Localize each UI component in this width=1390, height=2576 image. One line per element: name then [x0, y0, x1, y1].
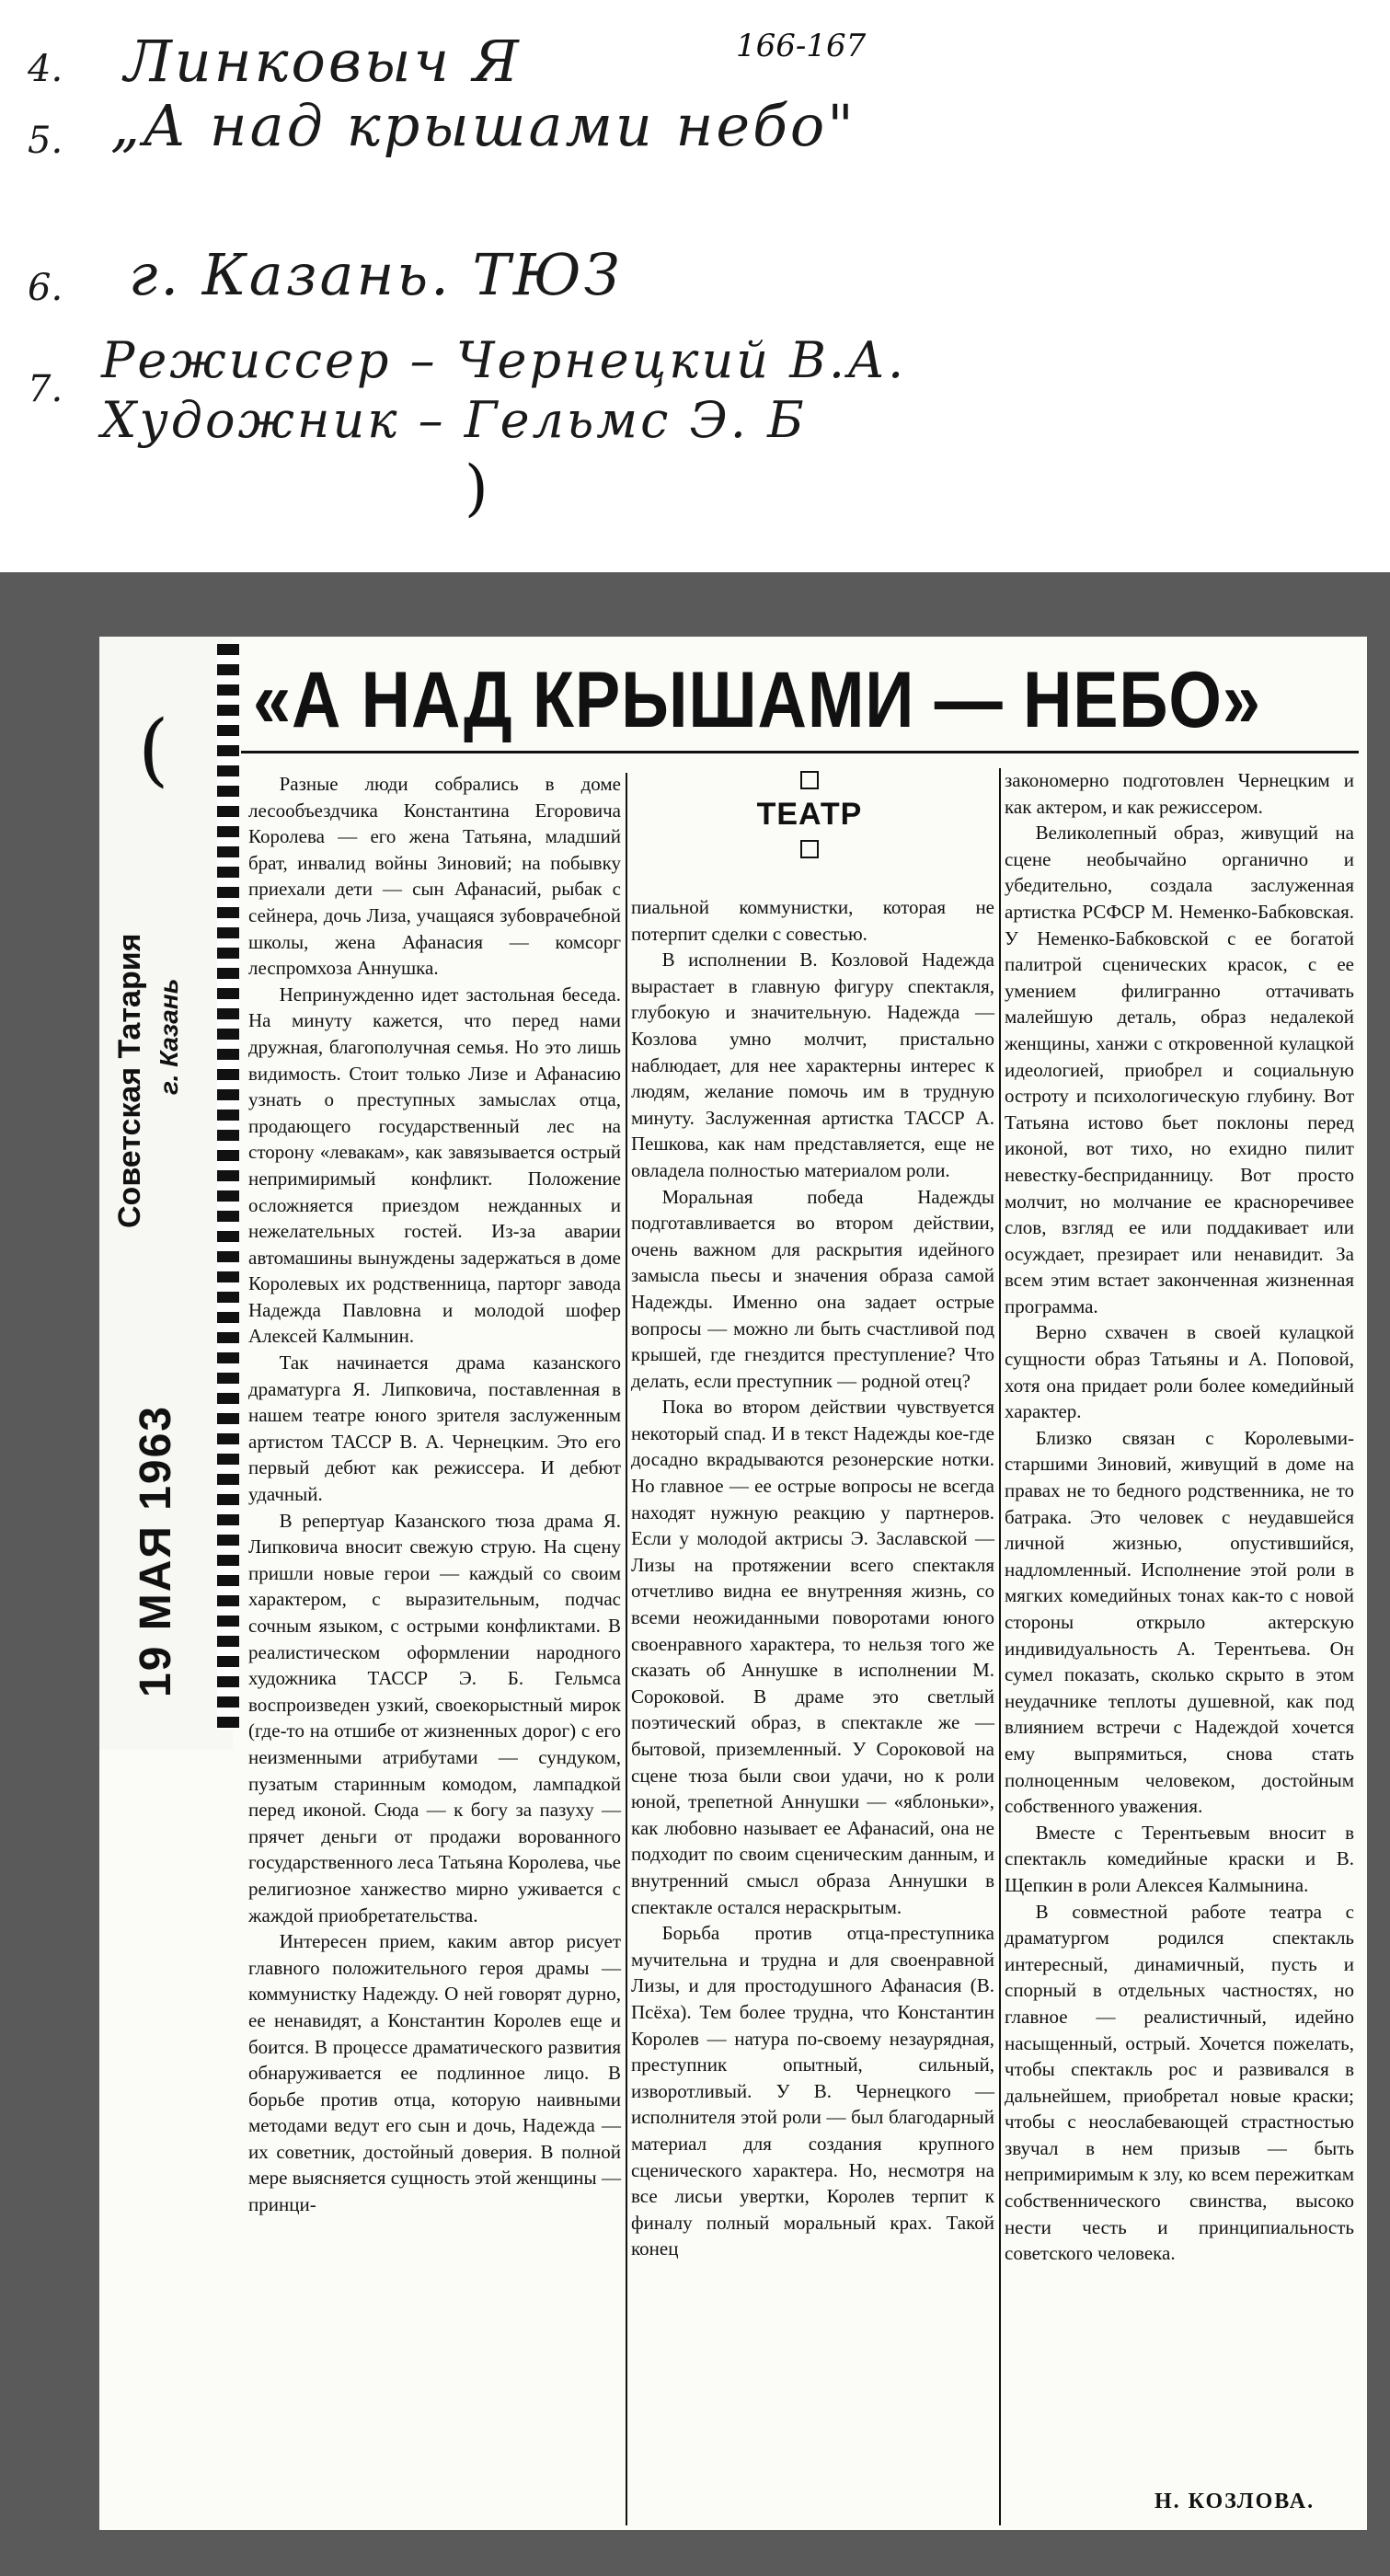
column-divider — [626, 773, 627, 2525]
article-column-1 — [248, 771, 621, 2218]
section-heading-box — [731, 771, 888, 881]
square-ornament-icon — [800, 771, 819, 789]
article-column-3 — [1005, 767, 1354, 2267]
article-paragraph: пиальной коммунистки, которая не потерпит сделки с совестью. — [631, 896, 994, 945]
article-paragraph: В репертуар Казанского тюза драма Я. Липковича вносит свежую струю. На сцену пришли новые герои — каждый со своим характером, с выразительным, подчас сочным языком, с острыми конфликтами. В реалистическом оформлении народного художника ТАССР Э. Б. Гельмса воспроизведен узкий, своекорыстный мирок (где-то на отшибе от жизненных дорог) с его неизменными атрибутами — сундуком, пузатым старинным комодом, лампадкой перед иконой. Сюда — к богу за пазуху — прячет деньги от продажи ворованного государственного леса Татьяна Королева, чье религиозное ханжество мирно уживается с жаждой приобретательства. — [248, 1509, 621, 1926]
article-paragraph: Верно схвачен в своей кулацкой сущности образ Татьяны и А. Поповой, хотя она придает роли более комедийный характер. — [1005, 1321, 1354, 1423]
article-paragraph: Борьба против отца-преступника мучительна и трудна и для своенравной Лизы, и для простодушного Афанасия (В. Псёха). Тем более трудна, что Константин Королев — натура по-своему незаурядная, преступник опытный, сильный, изворотливый. У В. Чернецкого — исполнителя этой роли — был благодарный материал для создания крупного сценического характера. Но, несмотря на все лисьи увертки, Королев терпит к финалу полный моральный крах. Такой конец — [631, 1922, 994, 2260]
article-paragraph: закономерно подготовлен Чернецким и как актером, и как режиссером. — [1005, 769, 1354, 818]
newspaper-source: Советская Татария — [112, 933, 147, 1228]
article-headline: «А НАД КРЫШАМИ — НЕБО» — [253, 656, 1261, 744]
note-designer: Художник – Гельмс Э. Б — [101, 391, 807, 449]
note-director: Режиссер – Чернецкий В.А. — [101, 331, 907, 389]
note-number: 7. — [28, 368, 63, 410]
article-column-2 — [631, 894, 994, 2262]
column-divider — [999, 768, 1001, 2525]
article-paragraph: Близко связан с Королевыми-старшими Зиновий, живущий в доме на правах не то бедного родственника, не то батрака. Это человек с неудавшейся личной жизнью, опустившийся, надломленный. Исполнение этой роли в мягких комедийных тонах как-то с новой стороны открыло актерскую индивидуальность А. Терентьева. Он сумел показать, сколько скрыто в этом неудачнике теплоты душевной, как под влиянием встречи с Надеждой хочется ему выпрямиться, снова стать полноценным человеком, достойным собственного уважения. — [1005, 1426, 1354, 1818]
date-stamp: 19 МАЯ 1963 — [132, 1405, 180, 1697]
article-paragraph: Непринужденно идет застольная беседа. На минуту кажется, что перед нами дружная, благополучная семья. Но это лишь видимость. Стоит только Лизе и Афанасию узнать о преступных замыслах отца, продающего государственный лес на сторону «левакам», как завязывается острый непримиримый конфликт. Положение осложняется приездом нежданных и нежелательных гостей. Из-за аварии автомашины вынуждены задержаться в доме Королевых их родственница, парторг завода Надежда Павловна и молодой шофер Алексей Калмынин. — [248, 983, 621, 1348]
margin-pencil-mark: ( — [138, 704, 169, 796]
article-paragraph: Великолепный образ, живущий на сцене необычайно органично и убедительно, создала заслуженная артистка РСФСР М. Неменко-Бабковская. У Неменко-Бабковской с ее богатой палитрой сценических красок, с ее умением филигранно оттачивать малейшую деталь, образ недалекой женщины, ханжи с откровенной кулацкой идеологией, приобрел и социальную остроту и психологическую глубину. Вот Татьяна истово бьет поклоны перед иконой, вот тихо, но ехидно пилит невестку-бесприданницу. Вот просто молчит, но молчание ее красноречивее слов, взгляд ее или поддакивает или осуждает, презирает или ненавидит. За всем этим встает законченная жизненная программа. — [1005, 822, 1354, 1317]
newspaper-city: г. Казань — [155, 978, 183, 1095]
square-ornament-icon — [800, 840, 819, 858]
article-paragraph: В совместной работе театра с драматургом родился спектакль интересный, динамичный, пусть и спорный в отдельных частностях, но главное — реалистичный, идейно насыщенный, острый. Хочется пожелать, чтобы спектакль рос и развивался в дальнейшем, приобретал новые краски; чтобы с неослабевающей страстностью звучал в нем призыв — быть непримиримым к злу, ко всем пережиткам собственнического свинства, высоко нести честь и принципиальность советского человека. — [1005, 1900, 1354, 2265]
article-paragraph: Интересен прием, каким автор рисует главного положительного героя драмы — коммунистку Надежду. О ней говорят дурно, ее ненавидят, а Константин Королев еще и боится. В процессе драматического развития обнаруживается ее подлинное лицо. В борьбе против отца, которую наивными методами ведут его сын и дочь, Надежда — их советник, достойный доверия. В полной мере выясняется сущность этой женщины — принци- — [248, 1930, 621, 2216]
article-paragraph: В исполнении В. Козловой Надежда вырастает в главную фигуру спектакля, глубокую и значительную. Надежда — Козлова умно молчит, пристально наблюдает, для нее характерны интерес к людям, желание помочь им в трудную минуту. Заслуженная артистка ТАССР А. Пешкова, как нам представляется, еще не овладела полностью материалом роли. — [631, 949, 994, 1181]
handwritten-parenthesis: ) — [465, 453, 488, 523]
page-reference: 166-167 — [736, 28, 867, 64]
note-title: „А над крышами небо" — [110, 92, 856, 159]
section-label: ТЕАТР — [756, 797, 863, 832]
article-author: Н. КОЗЛОВА. — [1155, 2490, 1315, 2513]
note-theatre: г. Казань. ТЮЗ — [129, 241, 623, 308]
perforation-edge — [217, 644, 239, 1730]
article-paragraph: Моральная победа Надежды подготавливается во втором действии, очень важном для раскрытия идейного замысла пьесы и значения образа самой Надежды. Именно она задает острые вопросы — можно ли быть счастливой под крышей, где гнездится преступление? Что делать, если преступник — родной отец? — [631, 1185, 994, 1392]
note-author: Линковыч Я — [124, 28, 522, 95]
note-number: 4. — [28, 48, 63, 90]
note-number: 6. — [28, 267, 63, 309]
article-paragraph: Пока во втором действии чувствуется некоторый спад. И в текст Надежды кое-где досадно вкрадываются резонерские нотки. Но главное — ее острые вопросы не всегда находят нужную реакцию у партнеров. Если у молодой актрисы Э. Заславской — Лизы на протяжении всего спектакля отчетливо видна ее внутренняя жизнь, со всеми неожиданными поворотами юного своенравного характера, то нельзя того же сказать об Аннушке в исполнении М. Сороковой. В драме это светлый поэтический образ, в спектакле же — бытовой, приземленный. У Сороковой на сцене тюза были свои удачи, но к роли юной, трепетной Аннушки — «яблоньки», как любовно называет ее Афанасий, она не подходит по своим сценическим данным, и внутренний смысл образа Аннушки в спектакле остался нераскрытым. — [631, 1396, 994, 1918]
article-paragraph: Разные люди собрались в доме лесообъездчика Константина Егоровича Королева — его жена Татьяна, младший брат, инвалид войны Зиновий; на побывку приехали дети — сын Афанасий, рыбак с сейнера, дочь Лиза, учащаяся зубоврачебной школы, жена Афанасия — комсорг леспромхоза Аннушка. — [248, 773, 621, 980]
headline-rule — [241, 751, 1359, 753]
note-number: 5. — [28, 120, 63, 162]
article-paragraph: Так начинается драма казанского драматурга Я. Липковича, поставленная в нашем театре юного зрителя заслуженным артистом ТАССР В. А. Чернецким. Это его первый дебют как режиссера. И дебют удачный. — [248, 1351, 621, 1506]
article-paragraph: Вместе с Терентьевым вносит в спектакль комедийные краски и В. Щепкин в роли Алексея Калмынина. — [1005, 1821, 1354, 1896]
